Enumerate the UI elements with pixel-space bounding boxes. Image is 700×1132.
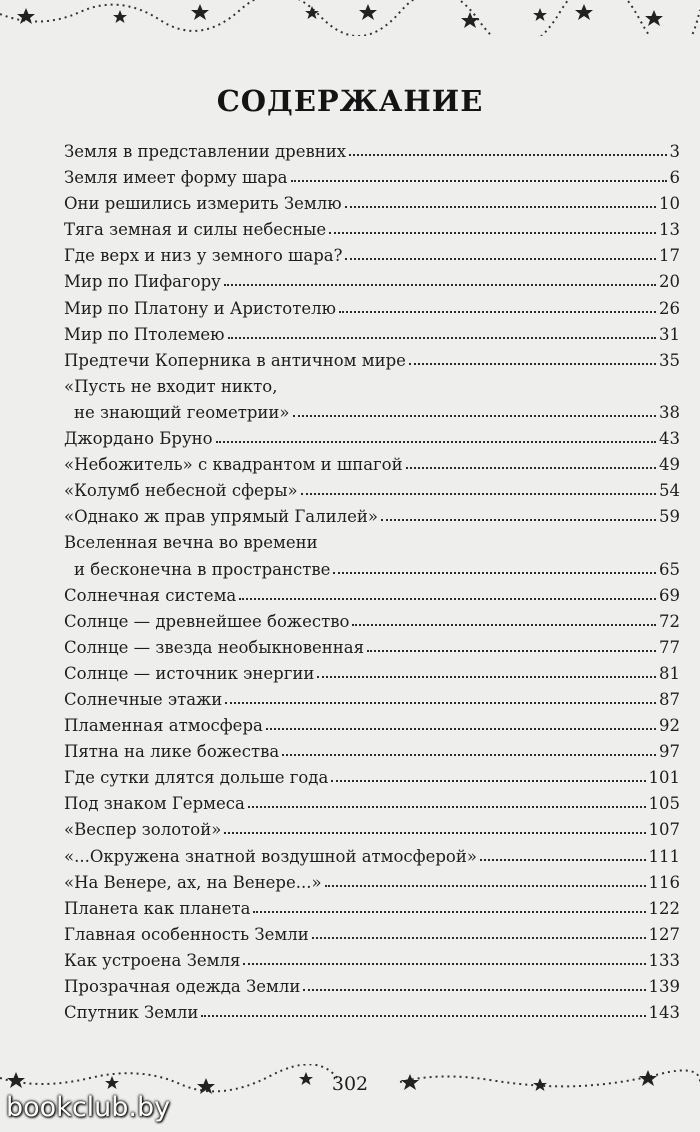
toc-entry (64, 557, 680, 583)
toc-entry (64, 661, 680, 687)
dot-leader (291, 168, 667, 182)
toc-entry-title: не знающий геометрии» (74, 402, 290, 422)
toc-entry-page: 143 (648, 1003, 680, 1023)
toc-entry-page: 127 (648, 924, 680, 944)
star-icon (305, 6, 319, 19)
toc-entry-page: 54 (659, 481, 680, 501)
dot-leader (301, 481, 656, 495)
toc-entry (64, 426, 680, 452)
toc-entry-title: Солнечная система (64, 585, 237, 605)
toc-entry (64, 896, 680, 922)
dot-leader (282, 742, 656, 756)
toc-entry-page: 69 (659, 585, 680, 605)
toc-entry-title: Солнце — древнейшее божество (64, 611, 350, 631)
dot-leader (325, 873, 646, 887)
toc-entry-page: 92 (659, 716, 680, 736)
dot-leader (367, 638, 656, 652)
toc-entry-page: 87 (659, 689, 680, 709)
toc-entry (64, 922, 680, 948)
toc-entry-page: 31 (659, 324, 680, 344)
dot-leader (406, 455, 656, 469)
toc-entry-page: 26 (659, 298, 680, 318)
page-number: 302 (331, 1073, 369, 1095)
dot-leader (216, 429, 656, 443)
toc-entry (64, 765, 680, 791)
dot-leader (228, 325, 656, 339)
toc-entry-title: «На Венере, ах, на Венере...» (64, 872, 322, 892)
toc-entry-title: Планета как планета (64, 898, 251, 918)
toc-entry (64, 791, 680, 817)
toc-entry-title: «Колумб небесной сферы» (64, 481, 298, 501)
dot-leader (381, 507, 656, 521)
toc-entry (64, 400, 680, 426)
star-icon (191, 4, 209, 20)
toc-entry-title: Где верх и низ у земного шара? (64, 246, 343, 266)
dot-leader (243, 951, 645, 965)
toc-entry-page: 105 (648, 794, 680, 814)
toc-entry-title: Мир по Птолемею (64, 324, 225, 344)
toc-entry (64, 817, 680, 843)
toc-entry-page: 10 (659, 194, 680, 214)
watermark: bookclub.by (6, 1092, 171, 1123)
toc-entry (64, 974, 680, 1000)
toc-entry (64, 322, 680, 348)
toc-entry-page: 72 (659, 611, 680, 631)
toc-entry (64, 739, 680, 765)
toc-entry-page: 20 (659, 272, 680, 292)
toc-entry (64, 165, 680, 191)
toc-entry-page: 13 (659, 220, 680, 240)
dot-leader (303, 977, 645, 991)
dot-leader (352, 612, 656, 626)
toc-entry-title: Солнечные этажи (64, 689, 223, 709)
toc-entry-title: Под знаком Гермеса (64, 794, 245, 814)
toc-entry-title: Мир по Платону и Аристотелю (64, 298, 336, 318)
toc-entry-title: Мир по Пифагору (64, 272, 221, 292)
dot-leader (317, 664, 656, 678)
toc-entry (64, 269, 680, 295)
toc-entry-title: Пламенная атмосфера (64, 716, 263, 736)
dot-leader (345, 246, 656, 260)
dot-leader (480, 847, 646, 861)
star-icon (359, 4, 377, 20)
toc-entry (64, 713, 680, 739)
dot-leader (409, 351, 656, 365)
toc-entry (64, 504, 680, 530)
toc-entry-page: 3 (669, 142, 680, 161)
toc-entry (64, 844, 680, 870)
toc-entry-page: 43 (659, 429, 680, 449)
toc-entry-title: Джордано Бруно (64, 429, 213, 449)
dot-leader (329, 220, 656, 234)
dot-leader (224, 272, 656, 286)
toc-entry-title: Они решились измерить Землю (64, 194, 342, 214)
toc-entry (64, 296, 680, 322)
toc-entry-page: 6 (669, 168, 680, 188)
toc-entry (64, 452, 680, 478)
dot-leader (349, 142, 666, 156)
toc-entry-page: 116 (648, 872, 680, 892)
toc-entry-title: «Пусть не входит никто, (64, 376, 278, 396)
dot-leader (253, 899, 645, 913)
toc-entry-title: Главная особенность Земли (64, 924, 309, 944)
toc-entry-title: Земля в представлении древних (64, 142, 347, 161)
toc-entry (64, 139, 680, 165)
toc-entry-page: 111 (648, 846, 680, 866)
toc-entry-title: Прозрачная одежда Земли (64, 977, 301, 996)
table-of-contents (64, 139, 680, 1026)
dot-leader (266, 716, 656, 730)
dot-leader (239, 586, 656, 600)
star-icon (113, 10, 127, 23)
toc-entry (64, 191, 680, 217)
toc-entry-title: Пятна на лике божества (64, 742, 280, 762)
toc-entry-first-line (64, 530, 680, 556)
toc-entry-title: Солнце — звезда необыкновенная (64, 637, 364, 657)
toc-entry-page: 139 (648, 977, 680, 996)
star-icon (17, 8, 35, 24)
toc-entry (64, 609, 680, 635)
toc-entry-page: 35 (659, 350, 680, 370)
toc-entry-first-line (64, 374, 680, 400)
toc-entry (64, 583, 680, 609)
toc-entry-page: 101 (648, 768, 680, 788)
toc-entry-title: Земля имеет форму шара (64, 168, 288, 188)
star-icon (575, 4, 593, 20)
toc-entry (64, 348, 680, 374)
toc-entry (64, 870, 680, 896)
star-icon (533, 8, 547, 21)
toc-entry (64, 1000, 680, 1026)
page-title: СОДЕРЖАНИЕ (216, 84, 484, 118)
toc-entry (64, 635, 680, 661)
toc-entry-title: «Веспер золотой» (64, 820, 222, 840)
toc-entry-title: «Однако ж прав упрямый Галилей» (64, 507, 378, 527)
toc-entry-title: Вселенная вечна во времени (64, 533, 318, 553)
toc-entry-title: Предтечи Коперника в античном мире (64, 350, 406, 370)
toc-entry-title: Солнце — источник энергии (64, 663, 315, 683)
dot-leader (201, 1003, 645, 1017)
toc-entry-page: 77 (659, 637, 680, 657)
toc-entry-page: 107 (648, 820, 680, 840)
toc-entry-title: Как устроена Земля (64, 950, 241, 970)
star-icon (461, 12, 479, 28)
toc-entry (64, 478, 680, 504)
dot-leader (331, 768, 645, 782)
dot-leader (248, 794, 646, 808)
toc-entry-page: 122 (648, 898, 680, 918)
dot-leader (312, 925, 646, 939)
star-icon (645, 10, 663, 26)
toc-entry-title: Спутник Земли (64, 1003, 199, 1023)
toc-entry-page: 65 (659, 559, 680, 579)
dot-leader (333, 560, 656, 574)
top-star-garland (0, 0, 700, 36)
toc-entry-page: 59 (659, 507, 680, 527)
toc-entry-page: 97 (659, 742, 680, 762)
toc-entry-page: 38 (659, 402, 680, 422)
toc-entry-page: 133 (648, 950, 680, 970)
toc-entry (64, 948, 680, 974)
dot-leader (293, 403, 656, 417)
toc-entry (64, 243, 680, 269)
toc-entry-title: и бесконечна в пространстве (74, 559, 331, 579)
dot-leader (339, 299, 656, 313)
toc-entry-title: «Небожитель» с квадрантом и шпагой (64, 455, 403, 475)
toc-entry-title: Тяга земная и силы небесные (64, 220, 327, 240)
toc-entry-title: Где сутки длятся дольше года (64, 768, 329, 788)
toc-entry (64, 687, 680, 713)
toc-entry-title: «...Окружена знатной воздушной атмосферой» (64, 846, 477, 866)
dot-leader (345, 194, 656, 208)
toc-entry-page: 17 (659, 246, 680, 266)
dot-leader (225, 690, 656, 704)
dot-leader (224, 820, 645, 834)
toc-entry-page: 49 (659, 455, 680, 475)
toc-entry-page: 81 (659, 663, 680, 683)
toc-entry (64, 217, 680, 243)
